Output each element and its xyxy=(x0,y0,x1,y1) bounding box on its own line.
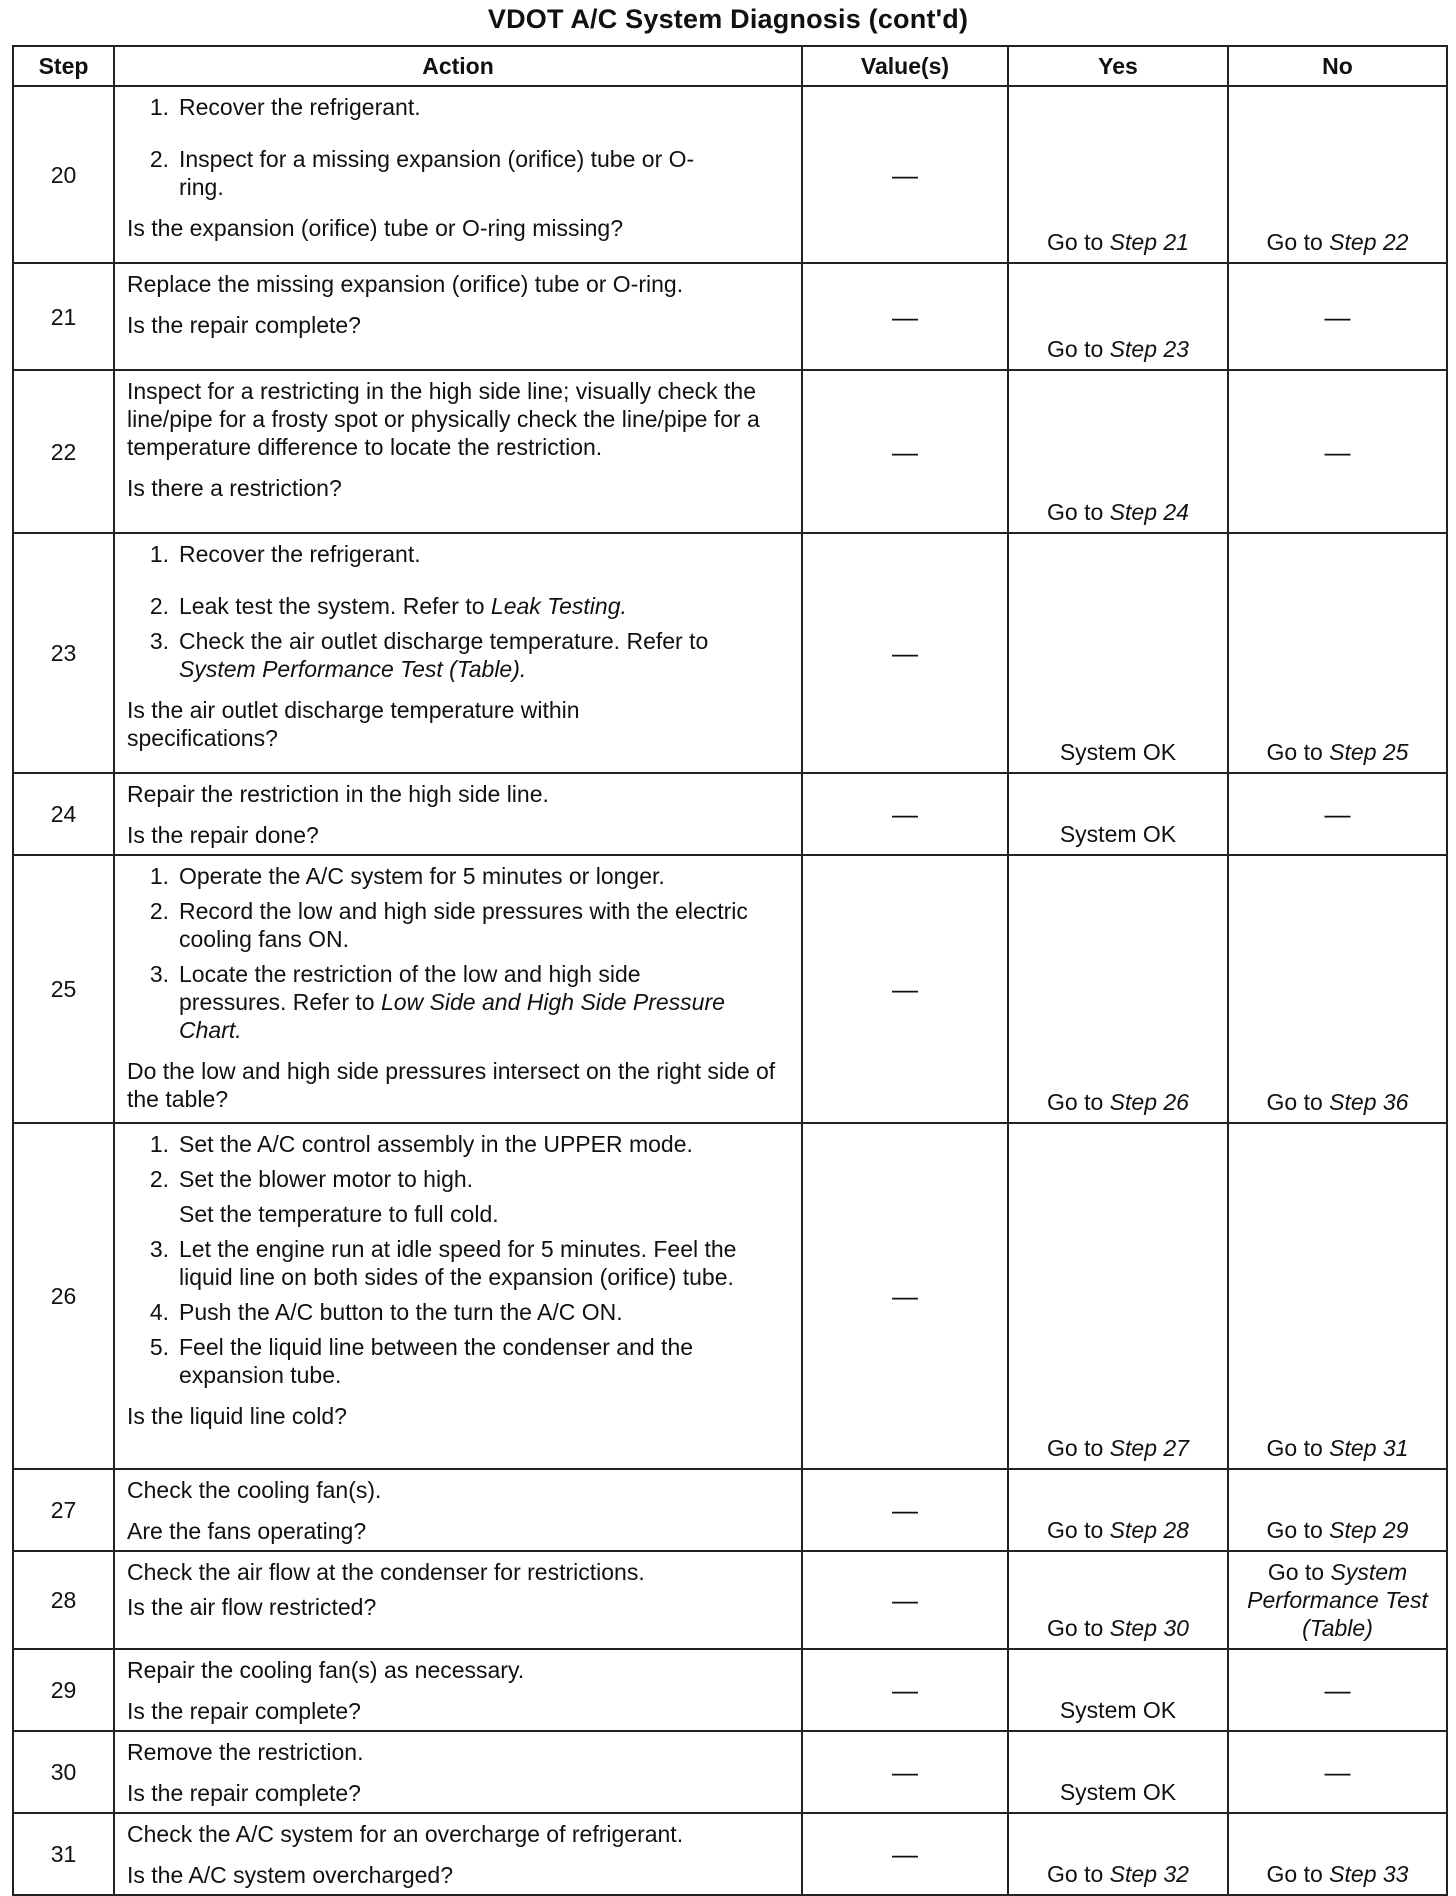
step-number: 29 xyxy=(13,1649,114,1731)
table-row xyxy=(13,1551,1447,1649)
step-number: 25 xyxy=(13,855,114,1123)
step-number: 26 xyxy=(13,1123,114,1469)
reference-link: Leak Testing. xyxy=(490,593,627,619)
header-yes: Yes xyxy=(1008,46,1228,86)
list-item: 1. Set the A/C control assembly in the UPPER mode. xyxy=(149,1131,693,1157)
table-row xyxy=(13,1123,1447,1469)
action-question: Is the repair complete? xyxy=(127,312,361,338)
step-reference: Step 36 xyxy=(1329,1089,1409,1115)
step-reference: Step 26 xyxy=(1109,1089,1189,1115)
table-header-row xyxy=(13,46,1447,86)
step-reference: Step 24 xyxy=(1109,499,1189,525)
step-reference: Step 22 xyxy=(1329,229,1409,255)
action-question: Do the low and high side pressures intersect on the right side of the table? xyxy=(127,1058,776,1112)
action-cell xyxy=(114,1649,802,1731)
yes-cell: Go to Step 26 xyxy=(1008,855,1228,1123)
yes-cell: System OK xyxy=(1008,1649,1228,1731)
list-item: 5. Feel the liquid line between the condenser and the expansion tube. xyxy=(149,1334,694,1388)
action-cell xyxy=(114,1469,802,1551)
value-cell: — xyxy=(802,1649,1008,1731)
step-reference: Step 23 xyxy=(1109,336,1189,362)
action-text: Inspect for a restricting in the high side line; visually check the line/pipe for a frosty spot or physically check the line/pipe for a temperature difference to locate the restriction. xyxy=(127,378,760,460)
list-item: 4. Push the A/C button to the turn the A/C ON. xyxy=(149,1299,623,1325)
value-cell: — xyxy=(802,370,1008,533)
action-question: Is the A/C system overcharged? xyxy=(127,1862,453,1888)
no-cell: — xyxy=(1228,370,1447,533)
no-cell: Go to Step 29 xyxy=(1228,1469,1447,1551)
no-cell: — xyxy=(1228,1649,1447,1731)
table-row xyxy=(13,1469,1447,1551)
table-row xyxy=(13,533,1447,773)
yes-cell: System OK xyxy=(1008,773,1228,855)
value-cell: — xyxy=(802,1731,1008,1813)
reference-link: Low Side and High Side Pressure Chart. xyxy=(179,989,725,1043)
list-item: 1. Recover the refrigerant. xyxy=(149,94,421,120)
yes-cell: Go to Step 23 xyxy=(1008,263,1228,370)
yes-cell: System OK xyxy=(1008,533,1228,773)
action-text: Repair the cooling fan(s) as necessary. xyxy=(127,1657,525,1683)
step-number: 30 xyxy=(13,1731,114,1813)
action-text: Repair the restriction in the high side line. xyxy=(127,781,549,807)
value-cell: — xyxy=(802,533,1008,773)
list-item: 1. Operate the A/C system for 5 minutes or longer. xyxy=(149,863,665,889)
header-action: Action xyxy=(114,46,802,86)
yes-cell: System OK xyxy=(1008,1731,1228,1813)
action-cell xyxy=(114,773,802,855)
list-item: 3. Let the engine run at idle speed for 5 minutes. Feel the liquid line on both sides of the expansion (orifice) tube. xyxy=(149,1236,737,1290)
action-question: Is the air flow restricted? xyxy=(127,1594,377,1620)
step-reference: Step 33 xyxy=(1329,1861,1409,1887)
action-cell xyxy=(114,855,802,1123)
page-title: VDOT A/C System Diagnosis (cont'd) xyxy=(487,4,969,34)
step-number: 24 xyxy=(13,773,114,855)
action-question: Is there a restriction? xyxy=(127,475,342,501)
diagnosis-table xyxy=(12,45,1448,1896)
table-row xyxy=(13,1649,1447,1731)
action-question: Is the repair done? xyxy=(127,822,319,848)
no-cell: Go to Step 33 xyxy=(1228,1813,1447,1895)
value-cell: — xyxy=(802,1813,1008,1895)
action-text: Check the air flow at the condenser for restrictions. xyxy=(127,1559,645,1585)
step-number: 28 xyxy=(13,1551,114,1649)
value-cell: — xyxy=(802,855,1008,1123)
step-number: 27 xyxy=(13,1469,114,1551)
step-number: 22 xyxy=(13,370,114,533)
action-question: Is the repair complete? xyxy=(127,1698,361,1724)
step-number: 23 xyxy=(13,533,114,773)
table-row xyxy=(13,773,1447,855)
action-cell xyxy=(114,533,802,773)
step-reference: Step 28 xyxy=(1109,1517,1189,1543)
action-question: Are the fans operating? xyxy=(127,1518,367,1544)
no-cell: Go to Step 22 xyxy=(1228,86,1447,263)
table-row xyxy=(13,855,1447,1123)
yes-cell: Go to Step 24 xyxy=(1008,370,1228,533)
list-item: 2. Leak test the system. Refer to Leak Testing. xyxy=(149,593,627,619)
value-cell: — xyxy=(802,1469,1008,1551)
action-cell xyxy=(114,86,802,263)
header-value: Value(s) xyxy=(802,46,1008,86)
action-cell xyxy=(114,1551,802,1649)
no-cell: — xyxy=(1228,1731,1447,1813)
no-cell: Go to Step 25 xyxy=(1228,533,1447,773)
action-question: Is the expansion (orifice) tube or O-ring missing? xyxy=(127,215,623,241)
value-cell: — xyxy=(802,86,1008,263)
action-cell xyxy=(114,370,802,533)
step-reference: Step 31 xyxy=(1329,1435,1409,1461)
yes-cell: Go to Step 30 xyxy=(1008,1551,1228,1649)
no-cell: — xyxy=(1228,773,1447,855)
step-reference: Step 32 xyxy=(1109,1861,1189,1887)
yes-cell: Go to Step 27 xyxy=(1008,1123,1228,1469)
action-cell xyxy=(114,1813,802,1895)
yes-cell: Go to Step 21 xyxy=(1008,86,1228,263)
reference-link: System Performance Test (Table). xyxy=(179,656,527,682)
action-cell xyxy=(114,263,802,370)
action-cell xyxy=(114,1731,802,1813)
list-item: 2. Record the low and high side pressures with the electric cooling fans ON. xyxy=(149,898,748,952)
no-cell: Go to Step 31 xyxy=(1228,1123,1447,1469)
action-question: Is the liquid line cold? xyxy=(127,1403,347,1429)
action-question: Is the air outlet discharge temperature within specifications? xyxy=(127,697,580,751)
value-cell: — xyxy=(802,773,1008,855)
action-question: Is the repair complete? xyxy=(127,1780,361,1806)
step-number: 31 xyxy=(13,1813,114,1895)
yes-cell: Go to Step 28 xyxy=(1008,1469,1228,1551)
step-reference: Step 30 xyxy=(1109,1615,1189,1641)
no-cell: Go to Step 36 xyxy=(1228,855,1447,1123)
step-number: 20 xyxy=(13,86,114,263)
action-text: Replace the missing expansion (orifice) tube or O-ring. xyxy=(127,271,684,297)
step-reference: Step 27 xyxy=(1109,1435,1189,1461)
list-item: 1. Recover the refrigerant. xyxy=(149,541,421,567)
action-cell xyxy=(114,1123,802,1469)
table-row xyxy=(13,263,1447,370)
header-no: No xyxy=(1228,46,1447,86)
header-step: Step xyxy=(13,46,114,86)
table-row xyxy=(13,86,1447,263)
value-cell: — xyxy=(802,263,1008,370)
action-text: Remove the restriction. xyxy=(127,1739,364,1765)
list-item: 3. Check the air outlet discharge temperature. Refer to System Performance Test (Table). xyxy=(149,628,709,682)
table-row xyxy=(13,1731,1447,1813)
action-text: Check the cooling fan(s). xyxy=(127,1477,382,1503)
step-reference: Step 29 xyxy=(1329,1517,1409,1543)
list-item: 2. Set the blower motor to high. xyxy=(149,1166,474,1192)
no-cell: Go to System Performance Test (Table) xyxy=(1228,1551,1447,1649)
step-number: 21 xyxy=(13,263,114,370)
table-row xyxy=(13,1813,1447,1895)
value-cell: — xyxy=(802,1123,1008,1469)
list-item: Set the temperature to full cold. xyxy=(179,1201,499,1227)
value-cell: — xyxy=(802,1551,1008,1649)
list-item: 2. Inspect for a missing expansion (orifice) tube or O-ring. xyxy=(149,146,695,200)
no-cell: — xyxy=(1228,263,1447,370)
step-reference: Step 21 xyxy=(1109,229,1189,255)
step-reference: System Performance Test (Table) xyxy=(1247,1559,1428,1641)
yes-cell: Go to Step 32 xyxy=(1008,1813,1228,1895)
action-text: Check the A/C system for an overcharge of refrigerant. xyxy=(127,1821,684,1847)
step-reference: Step 25 xyxy=(1329,739,1409,765)
table-row xyxy=(13,370,1447,533)
list-item: 3. Locate the restriction of the low and high side pressures. Refer to Low Side and High Side Pressure Chart. xyxy=(149,961,725,1043)
